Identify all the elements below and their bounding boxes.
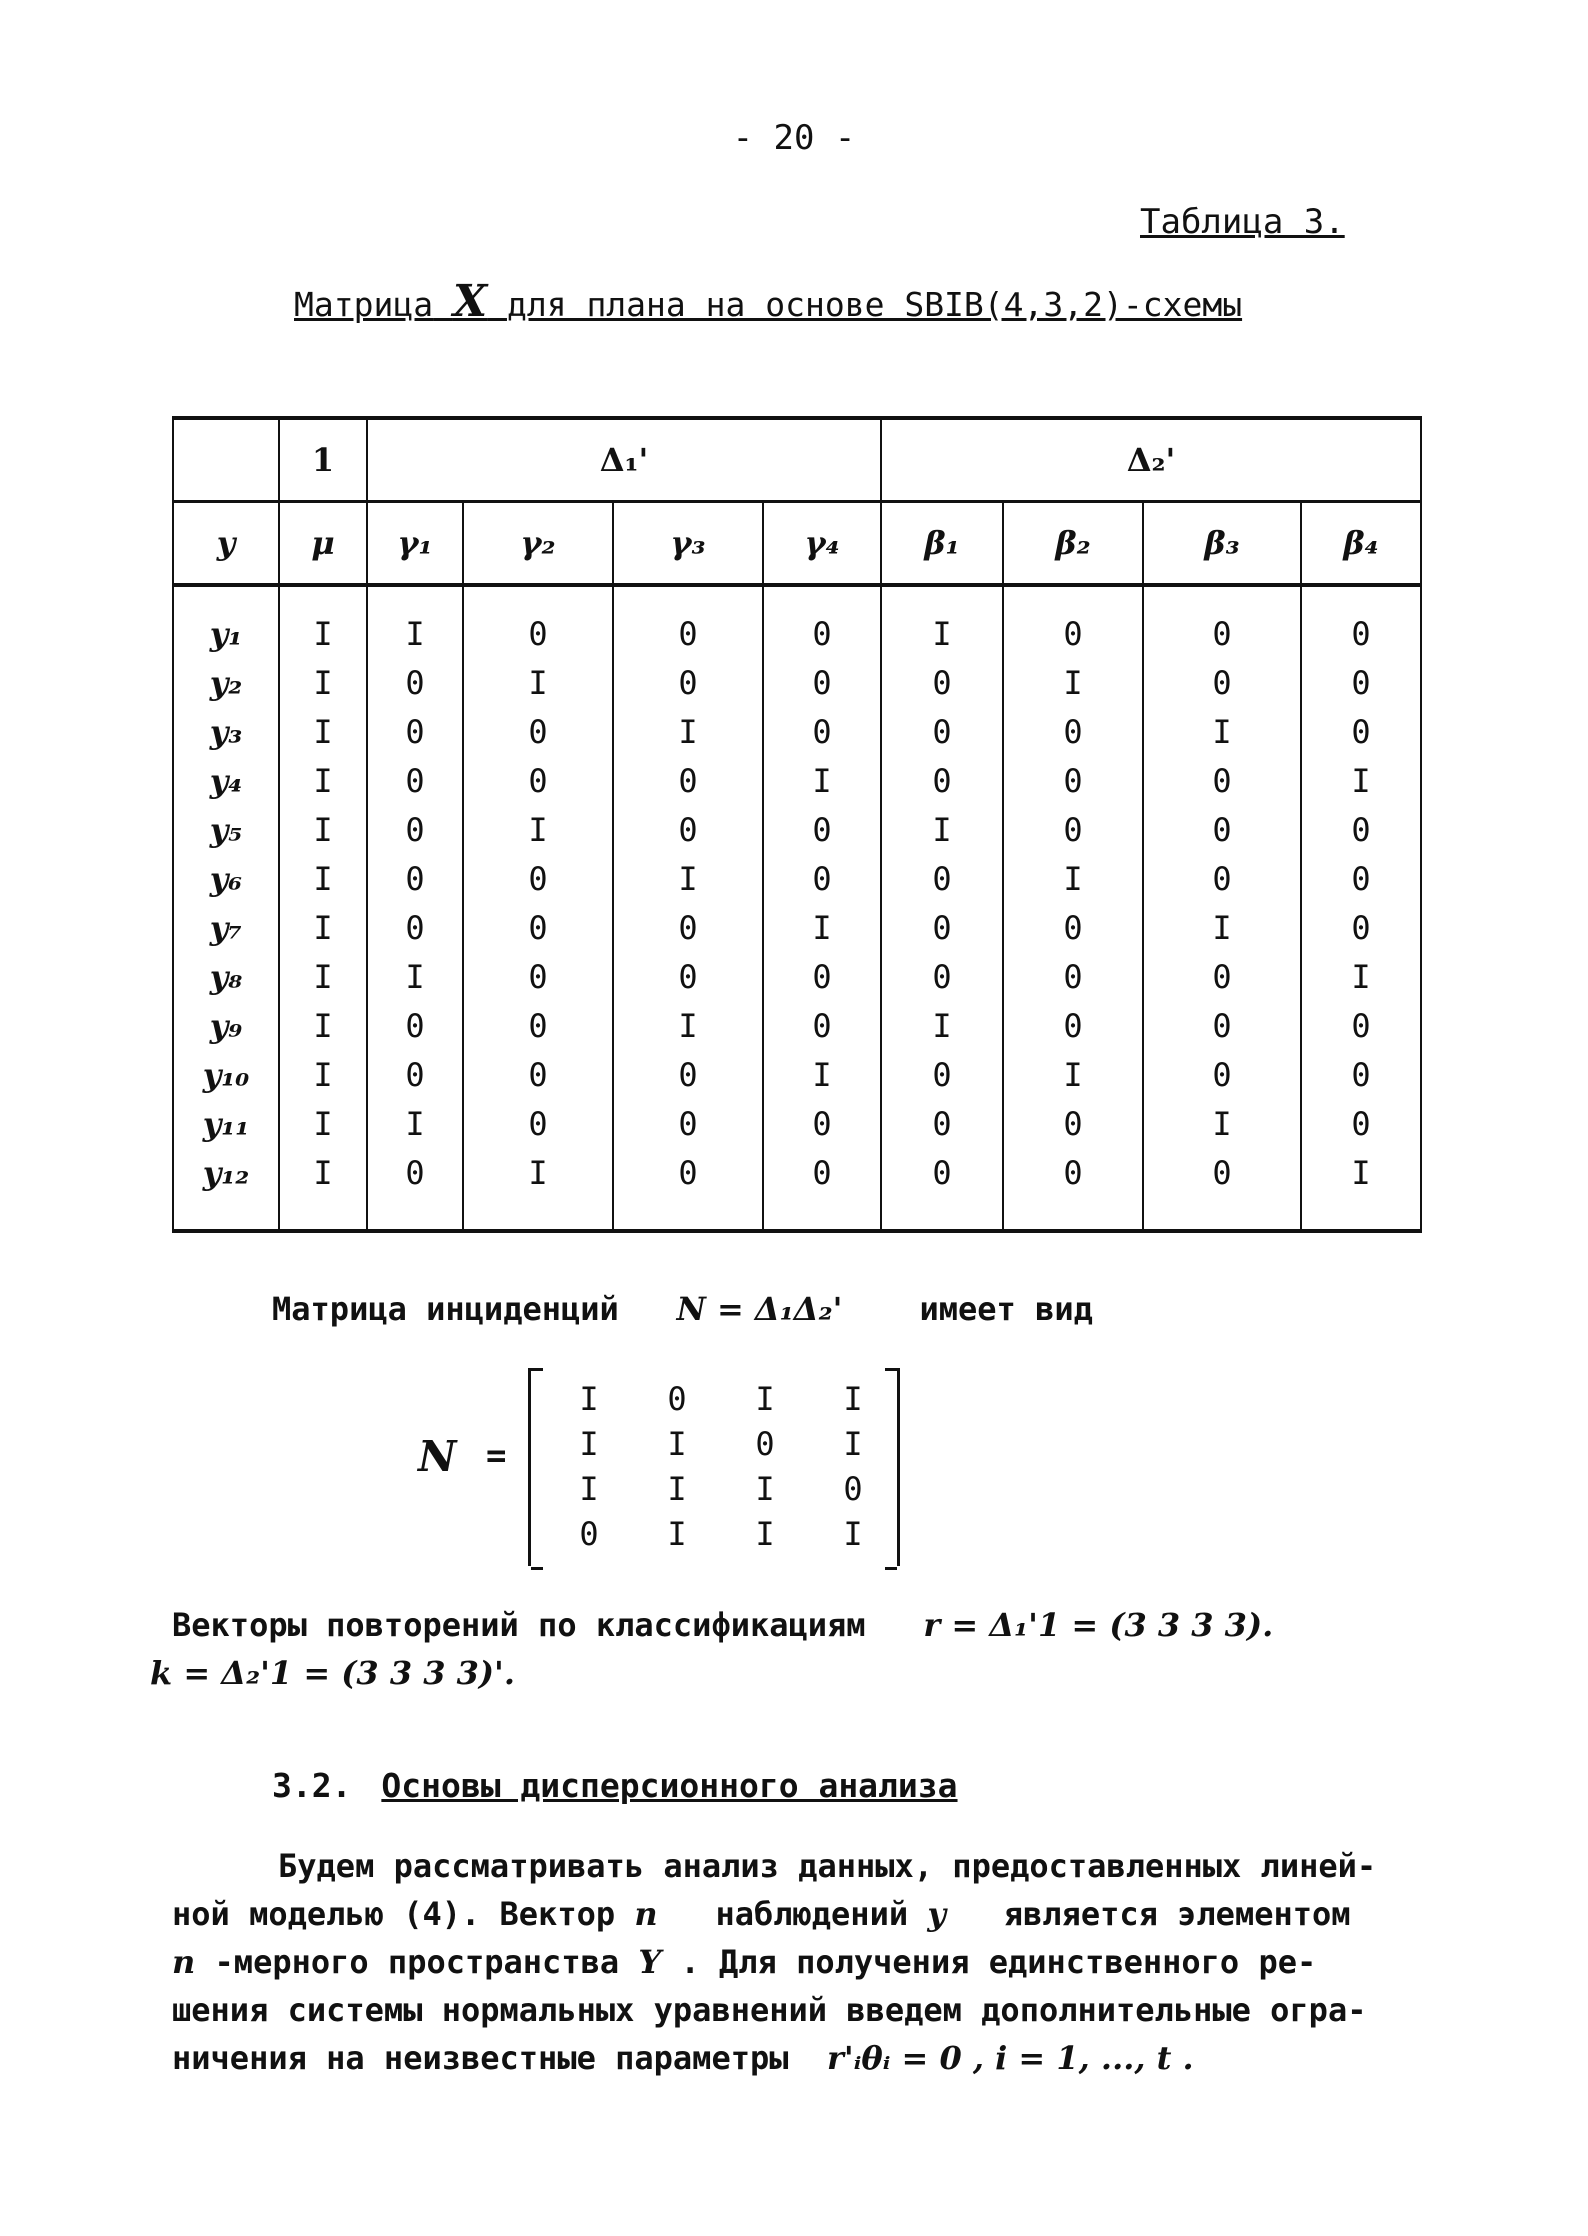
table-cell: 0 — [463, 1001, 613, 1050]
table-cell: 0 — [763, 585, 881, 658]
group-header-row — [173, 418, 1421, 502]
table-row — [173, 1050, 1421, 1099]
table-cell: 0 — [367, 756, 463, 805]
table-cell: 0 — [1003, 952, 1143, 1001]
table-label: Таблица 3. — [1140, 202, 1345, 242]
table-cell: 0 — [367, 1050, 463, 1099]
table-cell: 0 — [1143, 756, 1301, 805]
paragraph-text: ной моделью (4). Вектор — [172, 1895, 616, 1933]
incidence-sentence — [272, 1290, 1093, 1328]
paragraph-text: наблюдений — [715, 1895, 909, 1933]
n-matrix-cell: I — [667, 1469, 687, 1508]
table-row — [173, 707, 1421, 756]
column-header: γ₁ — [367, 502, 463, 586]
table-cell: 0 — [1301, 707, 1421, 756]
table-row — [173, 805, 1421, 854]
caption-suffix: для плана на основе SBIB(4,3,2)-схемы — [506, 285, 1243, 324]
table-cell: 0 — [1301, 805, 1421, 854]
table-row — [173, 1099, 1421, 1148]
table-cell: 0 — [1003, 585, 1143, 658]
paragraph-symbol: n — [172, 1943, 196, 1981]
table-cell: 0 — [367, 707, 463, 756]
paragraph-text: является элементом — [1003, 1895, 1351, 1933]
table-cell: 0 — [881, 1099, 1003, 1148]
table-cell: I — [613, 854, 763, 903]
table-cell: I — [279, 903, 367, 952]
row-label: y₁₂ — [173, 1148, 279, 1231]
n-matrix-cell: I — [579, 1469, 599, 1508]
table-cell: I — [1301, 952, 1421, 1001]
table-cell: 0 — [763, 854, 881, 903]
section-heading — [272, 1766, 958, 1805]
section-number: 3.2. — [272, 1766, 352, 1805]
table-cell: I — [279, 585, 367, 658]
table-cell: 0 — [367, 658, 463, 707]
paragraph-text: -мерного пространства — [214, 1943, 620, 1981]
table-cell: I — [463, 805, 613, 854]
table-cell: I — [279, 805, 367, 854]
column-header: β₁ — [881, 502, 1003, 586]
caption-prefix: Матрица — [294, 285, 434, 324]
paragraph-line: Будем рассматривать анализ данных, предоставленных линей- — [278, 1847, 1377, 1885]
table-cell: 0 — [881, 903, 1003, 952]
table-cell: 0 — [613, 805, 763, 854]
n-matrix-row — [545, 1466, 897, 1511]
group-header-delta2: Δ₂' — [881, 418, 1421, 502]
table-caption — [294, 276, 1242, 327]
table-row — [173, 585, 1421, 658]
design-matrix-table — [172, 416, 1422, 1233]
column-header: β₄ — [1301, 502, 1421, 586]
table-row — [173, 1148, 1421, 1231]
column-header-row — [173, 502, 1421, 586]
row-label: y₁ — [173, 585, 279, 658]
table-cell: I — [1143, 1099, 1301, 1148]
row-label: y₂ — [173, 658, 279, 707]
row-label: y₆ — [173, 854, 279, 903]
table-cell: 0 — [367, 805, 463, 854]
table-cell: I — [279, 854, 367, 903]
table-row — [173, 658, 1421, 707]
table-cell: I — [1143, 903, 1301, 952]
table-cell: I — [367, 1099, 463, 1148]
table-cell: 0 — [1301, 854, 1421, 903]
table-cell: 0 — [881, 854, 1003, 903]
table-cell: I — [367, 952, 463, 1001]
table-cell: 0 — [1003, 805, 1143, 854]
table-cell: 0 — [463, 903, 613, 952]
table-cell: I — [279, 1001, 367, 1050]
table-cell: 0 — [1301, 903, 1421, 952]
table-cell: I — [763, 903, 881, 952]
table-cell: I — [279, 1148, 367, 1231]
row-label: y₇ — [173, 903, 279, 952]
n-matrix-row — [545, 1511, 897, 1556]
n-matrix-cell: I — [667, 1514, 687, 1553]
paragraph-symbol: Y — [638, 1943, 662, 1981]
table-cell: 0 — [1301, 1001, 1421, 1050]
table-cell: 0 — [1143, 658, 1301, 707]
column-header: μ — [279, 502, 367, 586]
table-cell: I — [1301, 1148, 1421, 1231]
table-cell: I — [367, 585, 463, 658]
n-matrix-cell: 0 — [843, 1469, 863, 1508]
table-cell: 0 — [613, 658, 763, 707]
table-cell: I — [1003, 854, 1143, 903]
table-cell: I — [279, 1050, 367, 1099]
n-matrix-cell: I — [843, 1514, 863, 1553]
table-cell: 0 — [881, 658, 1003, 707]
column-header: γ₂ — [463, 502, 613, 586]
table-cell: 0 — [1301, 658, 1421, 707]
table-cell: 0 — [463, 1050, 613, 1099]
table-cell: I — [613, 1001, 763, 1050]
table-cell: 0 — [763, 1099, 881, 1148]
vector-r-formula: r = Δ₁'1 = (3 3 3 3). — [923, 1606, 1274, 1644]
paragraph-symbol: n — [634, 1895, 658, 1933]
row-label: y₁₀ — [173, 1050, 279, 1099]
table-cell: 0 — [613, 585, 763, 658]
table-cell: 0 — [763, 658, 881, 707]
table-cell: I — [1143, 707, 1301, 756]
table-cell: 0 — [1301, 585, 1421, 658]
incidence-outro: имеет вид — [919, 1290, 1093, 1328]
matrix-bracket — [528, 1368, 900, 1566]
table-cell: 0 — [463, 756, 613, 805]
column-header: β₂ — [1003, 502, 1143, 586]
table-cell: 0 — [1003, 903, 1143, 952]
column-header: β₃ — [1143, 502, 1301, 586]
page-number: - 20 - — [732, 118, 856, 158]
table-cell: 0 — [881, 707, 1003, 756]
table-cell: I — [763, 756, 881, 805]
table-cell: I — [279, 756, 367, 805]
table-cell: I — [279, 707, 367, 756]
n-matrix-cell: I — [755, 1514, 775, 1553]
table-cell: I — [881, 1001, 1003, 1050]
table-cell: I — [881, 585, 1003, 658]
table-cell: 0 — [463, 585, 613, 658]
row-label: y₁₁ — [173, 1099, 279, 1148]
incidence-formula: N = Δ₁Δ₂' — [676, 1290, 843, 1328]
n-matrix-label: N — [418, 1432, 457, 1481]
vector-k-formula: k = Δ₂'1 = (3 3 3 3)'. — [150, 1654, 515, 1692]
table-cell: 0 — [1143, 952, 1301, 1001]
table-cell: 0 — [1003, 756, 1143, 805]
table-cell: 0 — [613, 952, 763, 1001]
n-matrix-row — [545, 1376, 897, 1421]
table-cell: I — [1003, 658, 1143, 707]
column-header: γ₃ — [613, 502, 763, 586]
table-cell: 0 — [1143, 1001, 1301, 1050]
row-label: y₅ — [173, 805, 279, 854]
table-cell: 0 — [1143, 854, 1301, 903]
table-cell: I — [463, 658, 613, 707]
body-paragraph — [172, 1842, 1424, 2082]
table-cell: 0 — [1003, 707, 1143, 756]
paragraph-line — [172, 2034, 1424, 2082]
replication-vectors-line — [172, 1606, 1273, 1644]
row-label: y₃ — [173, 707, 279, 756]
table-cell: 0 — [1003, 1148, 1143, 1231]
table-cell: I — [1301, 756, 1421, 805]
table-cell: 0 — [613, 903, 763, 952]
paragraph-text: ничения на неизвестные параметры — [172, 2039, 789, 2077]
n-matrix-cell: I — [667, 1424, 687, 1463]
n-matrix-cell: 0 — [579, 1514, 599, 1553]
table-cell: 0 — [367, 1001, 463, 1050]
column-header: γ₄ — [763, 502, 881, 586]
table-cell: I — [763, 1050, 881, 1099]
table-cell: 0 — [763, 1148, 881, 1231]
table-cell: 0 — [1143, 1050, 1301, 1099]
table-cell: 0 — [1143, 805, 1301, 854]
n-matrix-cell: I — [579, 1379, 599, 1418]
table-cell: 0 — [463, 707, 613, 756]
table-cell: 0 — [463, 952, 613, 1001]
table-cell: I — [613, 707, 763, 756]
row-label: y₄ — [173, 756, 279, 805]
table-cell: 0 — [881, 1148, 1003, 1231]
table-cell: 0 — [763, 707, 881, 756]
table-cell: 0 — [1003, 1099, 1143, 1148]
table-cell: 0 — [367, 854, 463, 903]
incidence-intro: Матрица инциденций — [272, 1290, 619, 1328]
table-cell: I — [1003, 1050, 1143, 1099]
table-cell: 0 — [1143, 585, 1301, 658]
table-cell: 0 — [613, 756, 763, 805]
table-cell: 0 — [1143, 1148, 1301, 1231]
table-cell: 0 — [367, 1148, 463, 1231]
n-matrix-row — [545, 1421, 897, 1466]
caption-symbol: X — [452, 276, 488, 327]
group-header-delta1: Δ₁' — [367, 418, 881, 502]
table-row — [173, 952, 1421, 1001]
table-cell: I — [463, 1148, 613, 1231]
table-cell: 0 — [367, 903, 463, 952]
table-cell: 0 — [613, 1148, 763, 1231]
constraint-formula: r'ᵢθᵢ = 0 , i = 1, ..., t . — [827, 2039, 1194, 2077]
paragraph-line — [172, 1938, 1424, 1986]
group-header-unit: 1 — [279, 418, 367, 502]
n-matrix-cell: I — [579, 1424, 599, 1463]
n-matrix-grid — [545, 1376, 897, 1556]
paragraph-text: . Для получения единственного ре- — [680, 1943, 1317, 1981]
paragraph-symbol: y — [927, 1895, 946, 1933]
table-cell: 0 — [881, 756, 1003, 805]
n-matrix-cell: I — [843, 1424, 863, 1463]
table-cell: 0 — [1003, 1001, 1143, 1050]
table-cell: I — [279, 658, 367, 707]
n-matrix-cell: I — [755, 1469, 775, 1508]
replication-vectors-line-2 — [150, 1654, 515, 1692]
table-cell: I — [881, 805, 1003, 854]
table-cell: 0 — [613, 1099, 763, 1148]
table-cell: 0 — [763, 1001, 881, 1050]
table-row — [173, 1001, 1421, 1050]
table-cell: 0 — [1301, 1050, 1421, 1099]
n-matrix-cell: I — [843, 1379, 863, 1418]
table-cell: 0 — [763, 952, 881, 1001]
vectors-text: Векторы повторений по классификациям — [172, 1606, 866, 1644]
table-cell: 0 — [1301, 1099, 1421, 1148]
n-matrix-cell: 0 — [755, 1424, 775, 1463]
n-matrix-equals: = — [486, 1436, 507, 1476]
table-cell: I — [279, 952, 367, 1001]
paragraph-line: шения системы нормальных уравнений введем дополнительные огра- — [172, 1991, 1367, 2029]
row-label: y₉ — [173, 1001, 279, 1050]
section-title: Основы дисперсионного анализа — [381, 1766, 958, 1805]
table-row — [173, 903, 1421, 952]
table-row — [173, 854, 1421, 903]
table-cell: 0 — [463, 1099, 613, 1148]
matrix-body — [173, 585, 1421, 1231]
n-matrix-cell: 0 — [667, 1379, 687, 1418]
table-cell: I — [279, 1099, 367, 1148]
table-cell: 0 — [463, 854, 613, 903]
row-label: y₈ — [173, 952, 279, 1001]
n-matrix-cell: I — [755, 1379, 775, 1418]
table-row — [173, 756, 1421, 805]
table-cell: 0 — [881, 1050, 1003, 1099]
paragraph-line — [172, 1890, 1424, 1938]
table-cell: 0 — [881, 952, 1003, 1001]
table-cell: 0 — [613, 1050, 763, 1099]
corner-cell — [173, 418, 279, 502]
column-header: y — [173, 502, 279, 586]
table-cell: 0 — [763, 805, 881, 854]
